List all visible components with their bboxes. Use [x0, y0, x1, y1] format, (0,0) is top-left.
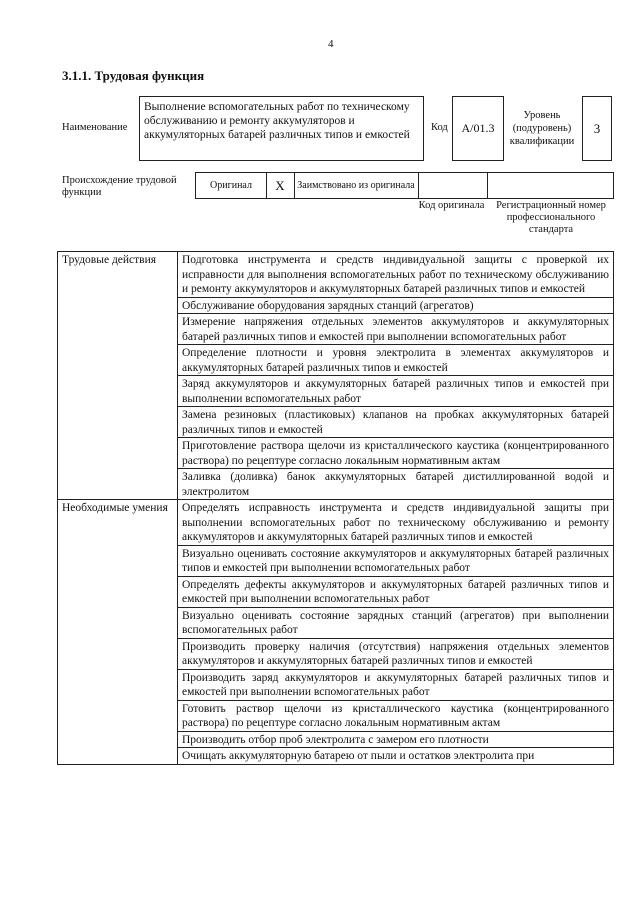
skill-item: Очищать аккумуляторную батарею от пыли и остатков электролита при — [178, 748, 614, 765]
skill-item: Определять дефекты аккумуляторов и аккумуляторных батарей различных типов и емкостей при выполнении вспомогательных работ — [178, 576, 614, 607]
level-label: Уровень (подуровень) квалификации — [509, 110, 575, 147]
reg-number-cell — [487, 173, 613, 198]
skill-item: Визуально оценивать состояние зарядных станций (агрегатов) при выполнении вспомогательных работ — [178, 607, 614, 638]
skill-item: Производить заряд аккумуляторов и аккумуляторных батарей различных типов и емкостей при выполнении вспомогательных работ — [178, 669, 614, 700]
qualification-level: 3 — [582, 96, 612, 161]
labor-action-item: Подготовка инструмента и средств индивидуальной защиты с проверкой их исправности для выполнения вспомогательных работ по техническому обслуживанию и ремонту аккумуляторов и аккумуляторных батарей различных типов и емкостей — [178, 252, 614, 298]
code-label: Код — [431, 122, 448, 133]
skill-item: Определять исправность инструмента и средств индивидуальной защиты при выполнении вспомогательных работ по техническому обслуживанию и ремонту аккумуляторов и аккумуляторных батарей различных типов и емкостей — [178, 500, 614, 546]
labor-action-item: Приготовление раствора щелочи из кристаллического каустика (концентрированного раствора) по рецептуре согласно локальным нормативным актам — [178, 438, 614, 469]
labor-action-item: Определение плотности и уровня электролита в элементах аккумуляторов и аккумуляторных батарей различных типов и емкостей — [178, 345, 614, 376]
skill-item: Производить отбор проб электролита с замером его плотности — [178, 731, 614, 748]
borrowed-label: Заимствовано из оригинала — [294, 173, 419, 198]
skill-item: Готовить раствор щелочи из кристаллического каустика (концентрированного раствора) по рецептуре согласно локальным нормативным актам — [178, 700, 614, 731]
skill-item: Производить проверку наличия (отсутствия) напряжения отдельных элементов аккумуляторов и аккумуляторных батарей различных типов и емкостей — [178, 638, 614, 669]
function-name: Выполнение вспомогательных работ по техническому обслуживанию и ремонту аккумуляторов и аккумуляторных батарей различных типов и емкостей — [139, 96, 424, 161]
section-title: 3.1.1. Трудовая функция — [62, 68, 205, 83]
labor-action-item: Замена резиновых (пластиковых) клапанов на пробках аккумуляторных батарей различных типов и емкостей — [178, 407, 614, 438]
reg-number-caption: Регистрационный номер профессионального стандарта — [496, 200, 606, 235]
labor-actions-label: Трудовые действия — [58, 252, 178, 500]
original-label: Оригинал — [196, 173, 267, 198]
code-original-caption: Код оригинала — [418, 200, 485, 211]
labor-action-item: Заряд аккумуляторов и аккумуляторных батарей различных типов и емкостей при выполнении вспомогательных работ — [178, 376, 614, 407]
original-mark: X — [266, 173, 295, 198]
origin-label: Происхождение трудовой функции — [62, 175, 177, 198]
labor-action-item: Обслуживание оборудования зарядных станций (агрегатов) — [178, 297, 614, 314]
table-row — [58, 252, 614, 298]
labor-action-item: Заливка (доливка) банок аккумуляторных батарей дистиллированной водой и электролитом — [178, 469, 614, 500]
skill-item: Визуально оценивать состояние аккумуляторов и аккумуляторных батарей различных типов и емкостей при выполнении вспомогательных работ — [178, 545, 614, 576]
table-row — [58, 500, 614, 546]
skills-label: Необходимые умения — [58, 500, 178, 765]
origin-row — [195, 172, 614, 199]
function-code: A/01.3 — [452, 96, 504, 161]
name-label: Наименование — [62, 122, 128, 133]
original-code-cell — [418, 173, 488, 198]
labor-action-item: Измерение напряжения отдельных элементов аккумуляторов и аккумуляторных батарей различных типов и емкостей при выполнении вспомогательных работ — [178, 314, 614, 345]
page-number: 4 — [328, 38, 334, 50]
function-table — [57, 251, 614, 765]
